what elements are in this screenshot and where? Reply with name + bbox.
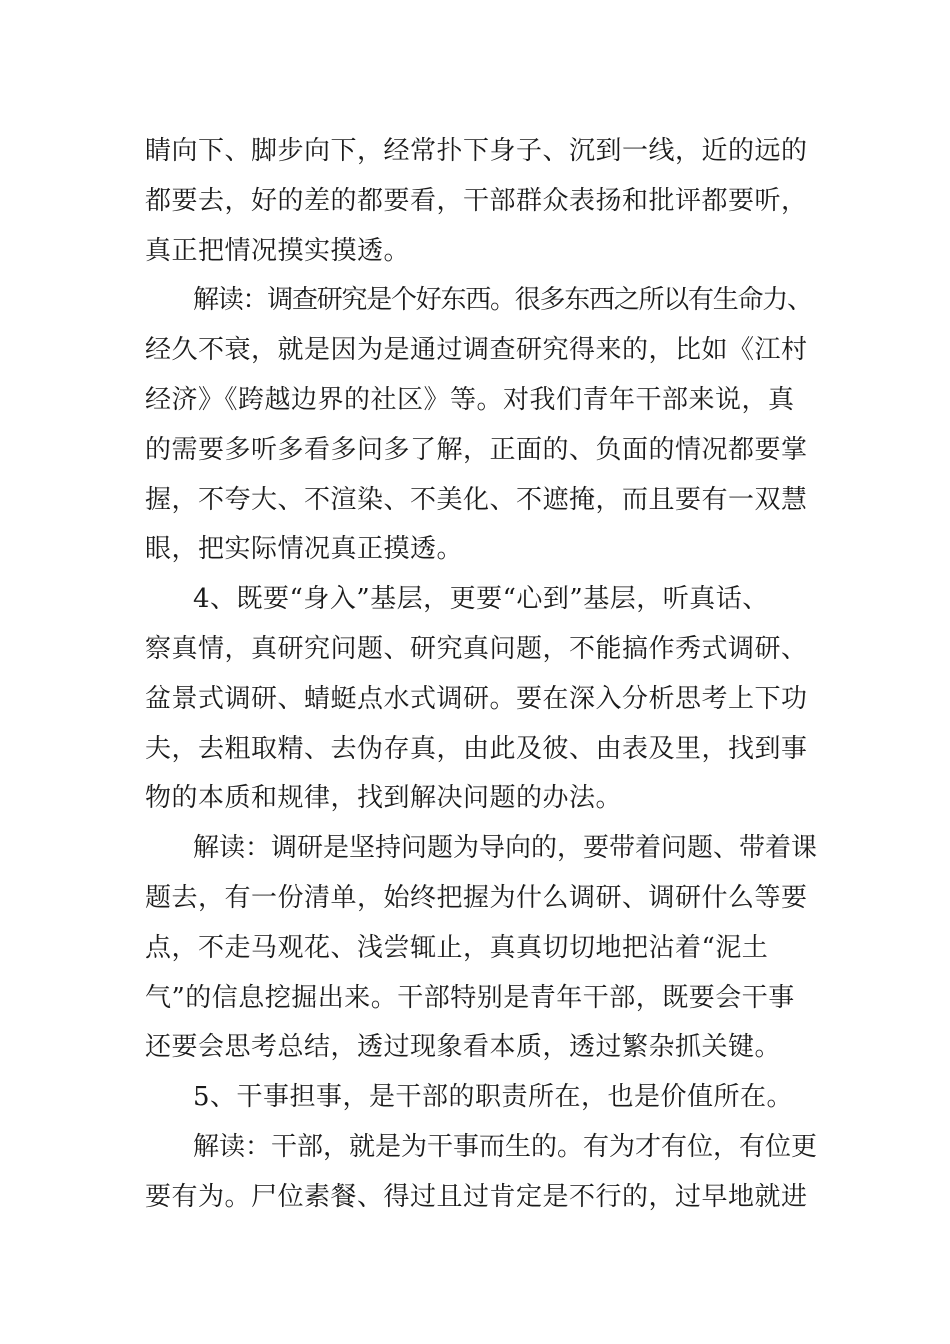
text-line: 经久不衰，就是因为是通过调查研究得来的，比如《江村 <box>145 335 808 366</box>
text-line: 盆景式调研、蜻蜓点水式调研。要在深入分析思考上下功 <box>145 683 808 714</box>
text-line: 真正把情况摸实摸透。 <box>145 235 411 266</box>
text-line: 物的本质和规律，找到解决问题的办法。 <box>145 783 623 814</box>
text-line: 气”的信息挖掘出来。干部特别是青年干部，既要会干事 <box>145 982 795 1013</box>
text-line: 察真情，真研究问题、研究真问题，不能搞作秀式调研、 <box>145 633 808 664</box>
text-line: 都要去，好的差的都要看，干部群众表扬和批评都要听， <box>145 185 808 216</box>
text-line: 要有为。尸位素餐、得过且过肯定是不行的，过早地就进 <box>145 1181 808 1212</box>
paragraph-start-line: 解读：干部，就是为干事而生的。有为才有位，有位更 <box>193 1131 818 1162</box>
text-line: 还要会思考总结，透过现象看本质，透过繁杂抓关键。 <box>145 1032 782 1063</box>
text-line: 题去，有一份清单，始终把握为什么调研、调研什么等要 <box>145 882 808 913</box>
text-line: 眼，把实际情况真正摸透。 <box>145 534 464 565</box>
text-line: 握，不夸大、不渲染、不美化、不遮掩，而且要有一双慧 <box>145 484 808 515</box>
paragraph-start-line: 4、既要“身入”基层，更要“心到”基层，听真话、 <box>193 584 769 615</box>
paragraph-start-line: 5、干事担事，是干部的职责所在，也是价值所在。 <box>193 1082 794 1113</box>
paragraph-start-line: 解读：调查研究是个好东西。很多东西之所以有生命力、 <box>193 285 812 316</box>
text-line: 睛向下、脚步向下，经常扑下身子、沉到一线，近的远的 <box>145 136 808 166</box>
text-line: 的需要多听多看多问多了解，正面的、负面的情况都要掌 <box>145 434 808 465</box>
text-line: 夫，去粗取精、去伪存真，由此及彼、由表及里，找到事 <box>145 733 808 764</box>
text-line: 经济》《跨越边界的社区》等。对我们青年干部来说，真 <box>145 384 795 415</box>
document-body-text <box>145 127 817 1223</box>
paragraph-start-line: 解读：调研是坚持问题为导向的，要带着问题、带着课 <box>193 833 818 864</box>
text-line: 点，不走马观花、浅尝辄止，真真切切地把沾着“泥土 <box>145 932 769 963</box>
